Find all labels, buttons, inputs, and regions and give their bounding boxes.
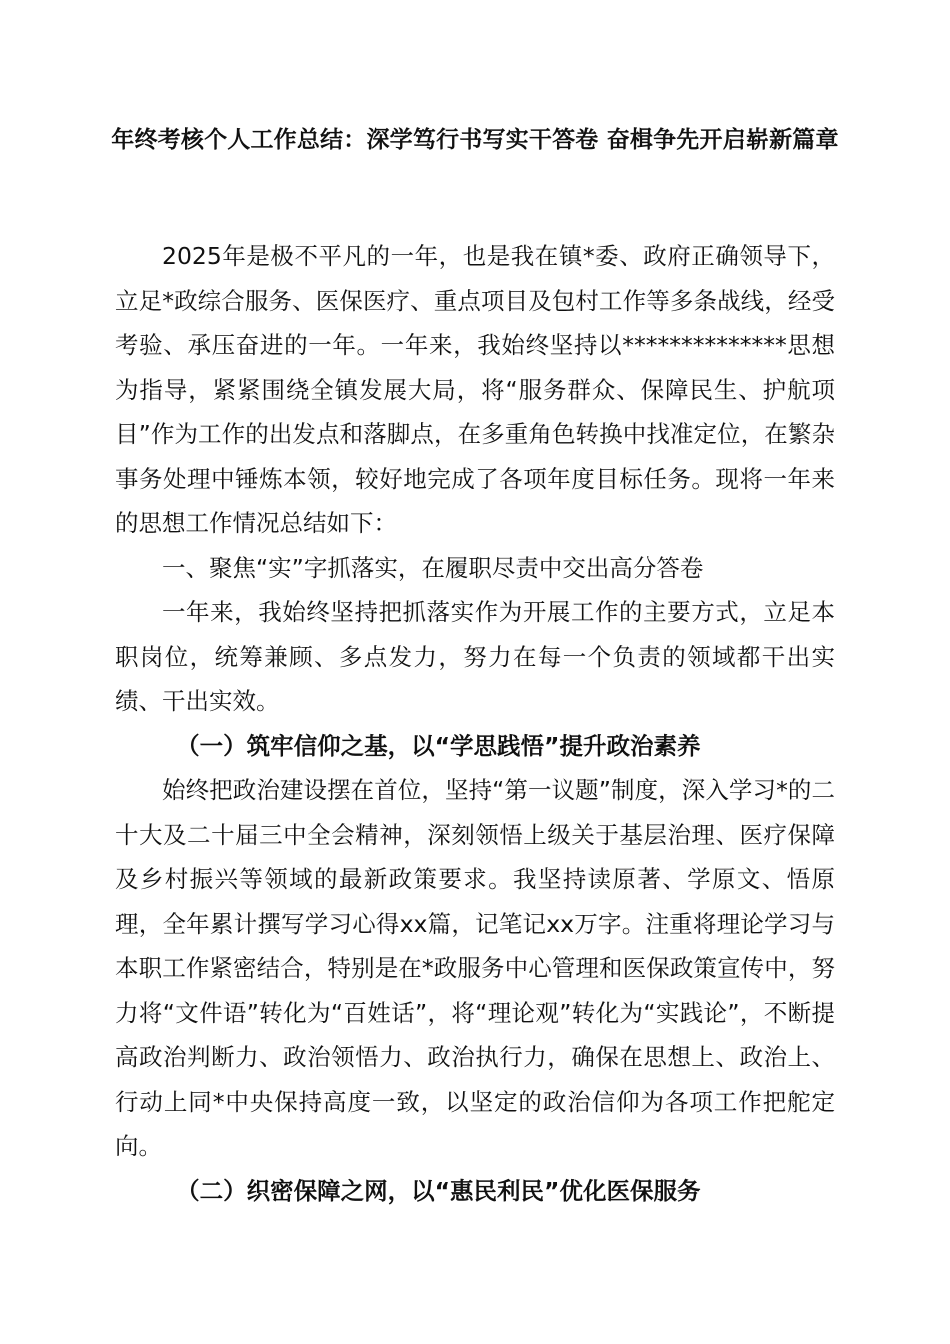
subsection-heading-1: （一）筑牢信仰之基，以“学思践悟”提升政治素养 <box>176 731 701 760</box>
intro-paragraph: 2025年是极不平凡的一年，也是我在镇*委、政府正确领导下，立足*政综合服务、医保医疗、重点项目及包村工作等多条战线，经受考验、承压奋进的一年。一年来，我始终坚持以**************思想为指导，紧紧围绕全镇发展大局，将“服务群众、保障民生、护航项目”作为工作的出发点和落脚点，在多重角色转换中找准定位，在繁杂事务处理中锤炼本领，较好地完成了各项年度目标任务。现将一年来的思想工作情况总结如下： <box>115 242 835 537</box>
section-heading-1: 一、聚焦“实”字抓落实，在履职尽责中交出高分答卷 <box>162 553 704 582</box>
document-body <box>115 234 835 1213</box>
document-title: 年终考核个人工作总结：深学笃行书写实干答卷 奋楫争先开启崭新篇章 <box>111 127 839 153</box>
subsection-heading-2: （二）织密保障之网，以“惠民利民”优化医保服务 <box>176 1176 701 1205</box>
subsection-1-paragraph: 始终把政治建设摆在首位，坚持“第一议题”制度，深入学习*的二十大及二十届三中全会精神，深刻领悟上级关于基层治理、医疗保障及乡村振兴等领域的最新政策要求。我坚持读原著、学原文、悟原理，全年累计撰写学习心得xx篇，记笔记xx万字。注重将理论学习与本职工作紧密结合，特别是在*政服务中心管理和医保政策宣传中，努力将“文件语”转化为“百姓话”，将“理论观”转化为“实践论”，不断提高政治判断力、政治领悟力、政治执行力，确保在思想上、政治上、行动上同*中央保持高度一致，以坚定的政治信仰为各项工作把舵定向。 <box>115 776 835 1160</box>
section-1-paragraph: 一年来，我始终坚持把抓落实作为开展工作的主要方式，立足本职岗位，统筹兼顾、多点发力，努力在每一个负责的领域都干出实绩、干出实效。 <box>115 598 835 715</box>
